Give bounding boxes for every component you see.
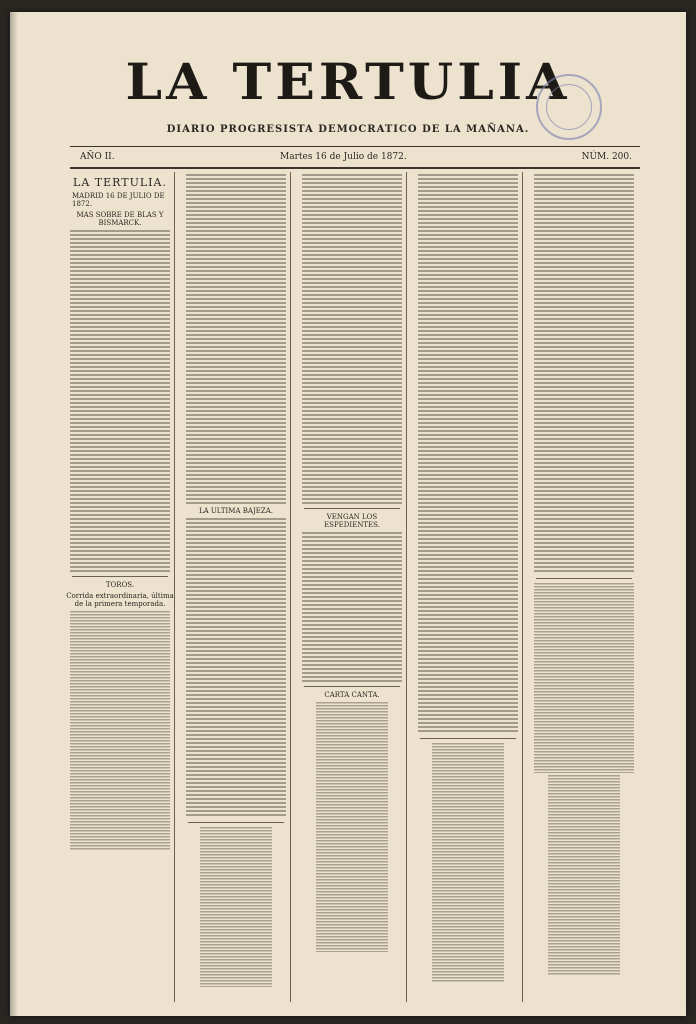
article-body [70, 611, 170, 851]
article-body [70, 230, 170, 420]
column-title: LA TERTULIA. [73, 176, 167, 189]
toros-subheading: Corrida extraordinaria, última de la primera temporada. [66, 592, 174, 608]
poem-body [316, 702, 388, 952]
issue-number: NÚM. 200. [581, 152, 632, 162]
article-body [302, 174, 402, 504]
article-body [418, 174, 518, 734]
article-body [70, 422, 170, 572]
article-heading: LA ULTIMA BAJEZA. [198, 507, 274, 515]
divider [188, 822, 284, 823]
poem-body [200, 827, 272, 987]
poem-body [432, 743, 504, 983]
article-body [186, 518, 286, 818]
divider [536, 578, 632, 579]
divider [420, 738, 516, 739]
newspaper-page [10, 12, 686, 1016]
toros-heading: TOROS. [105, 581, 135, 589]
column-4 [414, 172, 523, 1002]
column-2 [182, 172, 291, 1002]
article-body [302, 532, 402, 682]
column-5 [530, 172, 638, 1002]
divider [304, 686, 400, 687]
poem-body [548, 775, 620, 975]
column-1 [66, 172, 175, 1002]
article-columns [66, 172, 646, 1002]
article-heading: MAS SOBRE DE BLAS Y BISMARCK. [76, 211, 164, 227]
divider [72, 576, 168, 577]
issue-date: Martes 16 de Julio de 1872. [280, 152, 407, 162]
column-3 [298, 172, 407, 1002]
article-body [186, 174, 286, 504]
issue-info-bar [70, 146, 640, 169]
issue-year: AÑO II. [80, 152, 115, 162]
poem-title: CARTA CANTA. [324, 691, 380, 699]
masthead-subtitle: DIARIO PROGRESISTA DEMOCRATICO DE LA MAÑANA. [166, 124, 530, 135]
page-fold-shadow [10, 12, 18, 1016]
divider [304, 508, 400, 509]
article-body [534, 174, 634, 574]
article-heading: VENGAN LOS ESPEDIENTES. [324, 513, 380, 529]
article-body [534, 583, 634, 773]
dateline: MADRID 16 DE JULIO DE 1872. [72, 192, 165, 208]
masthead-title: LA TERTULIA [125, 53, 571, 112]
